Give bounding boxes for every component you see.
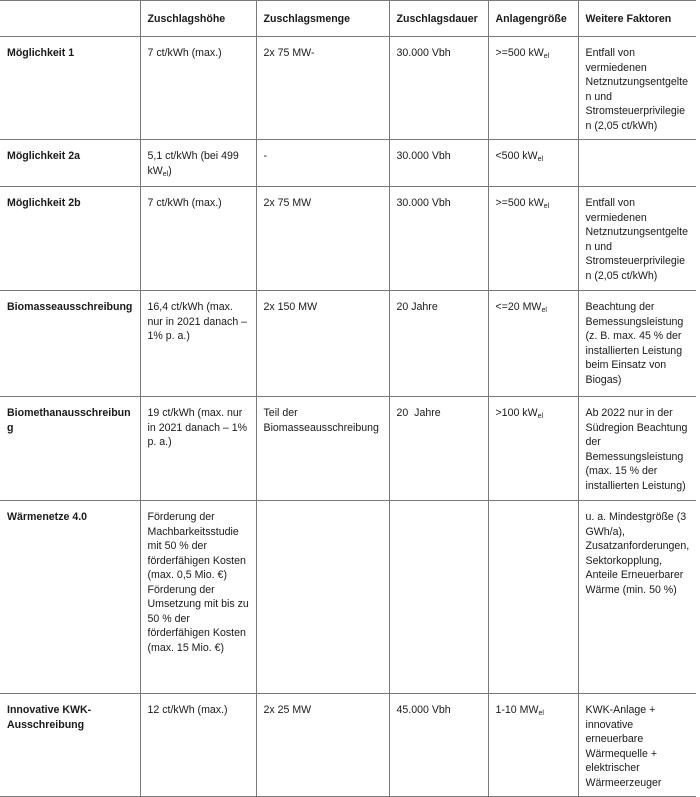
- header-row: [0, 1, 696, 37]
- table-row-waermenetze: [0, 501, 696, 694]
- cell-anlagengroesse: >100 $kW_{el}$: [488, 397, 578, 501]
- cell-anlagengroesse: [488, 501, 578, 694]
- cell-weitere-faktoren: u. a. Mindestgröße (3 GWh/a), Zusatzanforderungen, Sektorkopplung, Anteile Erneuerbarer Wärme (min. 50 %): [578, 501, 696, 694]
- cell-zuschlagsdauer: 20 Jahre: [389, 291, 488, 397]
- cell-zuschlagsmenge: 2x 150 MW: [256, 291, 389, 397]
- cell-zuschlagsmenge: Teil der Biomasseausschreibung: [256, 397, 389, 501]
- row-label: Möglichkeit 2a: [0, 140, 140, 187]
- cell-anlagengroesse: <=20 $MW_{el}$: [488, 291, 578, 397]
- table-row-moeglichkeit-2b: [0, 187, 696, 291]
- header-zuschlagsmenge: Zuschlagsmenge: [256, 1, 389, 37]
- cell-zuschlagshoehe: 7 ct/kWh (max.): [140, 37, 256, 140]
- cell-weitere-faktoren: Entfall von vermiedenen Netznutzungsentgelten und Stromsteuerprivilegien (2,05 ct/kWh): [578, 187, 696, 291]
- cell-zuschlagsmenge: 2x 75 MW-: [256, 37, 389, 140]
- umsetzung-text: Förderung der Umsetzung mit bis zu 50 % der förderfähigen Kosten (max. 15 Mio. €): [147, 583, 249, 654]
- cell-weitere-faktoren: Ab 2022 nur in der Südregion Beachtung der Bemessungsleistung (max. 15 % der installierten Leistung): [578, 397, 696, 501]
- cell-weitere-faktoren: Entfall von vermiedenen Netznutzungsentgelten und Stromsteuerprivilegien (2,05 ct/kWh): [578, 37, 696, 140]
- table-row-moeglichkeit-1: [0, 37, 696, 140]
- cell-zuschlagsmenge: 2x 75 MW: [256, 187, 389, 291]
- cell-zuschlagsdauer: 30.000 Vbh: [389, 187, 488, 291]
- cell-zuschlagshoehe: 19 ct/kWh (max. nur in 2021 danach – 1% p. a.): [140, 397, 256, 501]
- row-label: Möglichkeit 1: [0, 37, 140, 140]
- cell-zuschlagsmenge: [256, 501, 389, 694]
- cell-zuschlagshoehe: 12 ct/kWh (max.): [140, 694, 256, 797]
- cell-anlagengroesse: 1-10 $MW_{el}$: [488, 694, 578, 797]
- table-row-innovative-kwk: [0, 694, 696, 797]
- row-label: Innovative KWK-Ausschreibung: [0, 694, 140, 797]
- cell-weitere-faktoren: KWK-Anlage + innovative erneuerbare Wärmequelle + elektrischer Wärmeerzeuger: [578, 694, 696, 797]
- header-weitere-faktoren: Weitere Faktoren: [578, 1, 696, 37]
- row-label: Wärmenetze 4.0: [0, 501, 140, 694]
- row-label: Biomethanausschreibung: [0, 397, 140, 501]
- row-label: Biomasseausschreibung: [0, 291, 140, 397]
- cell-anlagengroesse: <500 $kW_{el}$: [488, 140, 578, 187]
- header-empty: [0, 1, 140, 37]
- cell-zuschlagsdauer: [389, 501, 488, 694]
- row-label: Möglichkeit 2b: [0, 187, 140, 291]
- cell-zuschlagsmenge: 2x 25 MW: [256, 694, 389, 797]
- table-row-biomasseausschreibung: [0, 291, 696, 397]
- cell-weitere-faktoren: [578, 140, 696, 187]
- cell-zuschlagsdauer: 30.000 Vbh: [389, 140, 488, 187]
- header-zuschlagsdauer: Zuschlagsdauer: [389, 1, 488, 37]
- machbarkeitsstudie-text: Förderung der Machbarkeitsstudie mit 50 % der förderfähigen Kosten (max. 0,5 Mio. €): [147, 511, 246, 581]
- cell-zuschlagshoehe: 7 ct/kWh (max.): [140, 187, 256, 291]
- cell-zuschlagsmenge: -: [256, 140, 389, 187]
- cell-zuschlagshoehe: 16,4 ct/kWh (max. nur in 2021 danach – 1% p. a.): [140, 291, 256, 397]
- table-row-moeglichkeit-2a: [0, 140, 696, 187]
- cell-anlagengroesse: >=500 $kW_{el}$: [488, 187, 578, 291]
- cell-zuschlagsdauer: 20 Jahre: [389, 397, 488, 501]
- header-anlagengroesse: Anlagengröße: [488, 1, 578, 37]
- cell-zuschlagshoehe: [140, 501, 256, 694]
- cell-zuschlagsdauer: 30.000 Vbh: [389, 37, 488, 140]
- cell-zuschlagshoehe: 5,1 ct/kWh (bei 499 $kW_{el}$): [140, 140, 256, 187]
- cell-weitere-faktoren: Beachtung der Bemessungsleistung (z. B. max. 45 % der installierten Leistung beim Einsatz von Biogas): [578, 291, 696, 397]
- table-row-biomethanausschreibung: [0, 397, 696, 501]
- cell-anlagengroesse: >=500 $kW_{el}$: [488, 37, 578, 140]
- header-zuschlagshoehe: Zuschlagshöhe: [140, 1, 256, 37]
- cell-zuschlagsdauer: 45.000 Vbh: [389, 694, 488, 797]
